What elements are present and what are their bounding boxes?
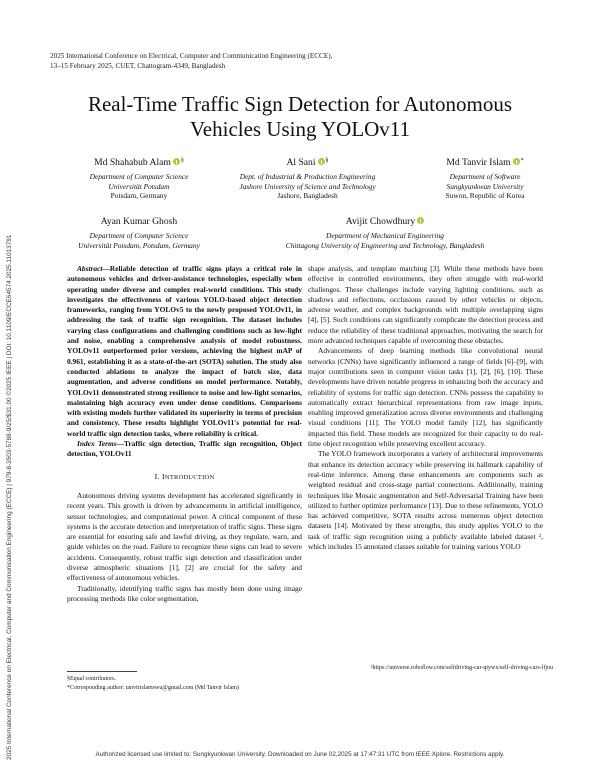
title-line-2: Vehicles Using YOLOv11: [189, 117, 411, 141]
orcid-icon[interactable]: [417, 217, 424, 224]
footnote-equal: §Equal contributors.: [67, 676, 116, 682]
author-block-4: [64, 216, 214, 250]
author-mark: §: [180, 158, 184, 164]
conference-header: [50, 52, 570, 71]
author-loc: Suwon, Republic of Korea: [445, 191, 525, 201]
footnotes: [67, 675, 302, 693]
right-column: [308, 264, 543, 552]
orcid-icon[interactable]: [173, 158, 180, 165]
author-name: Al Sani: [286, 157, 316, 168]
paragraph: shape analysis, and template matching [3]. While these methods have been effective in controlled environments, they often struggle with real-world challenges. These challenges include varying lighting conditions, such as shadows and reflections, occlusions caused by other vehicles or objects, adverse weather, and complex backgrounds with multiple overlapping signs [4], [5]. Such conditions can significantly complicate the detection process and reduce the reliability of these traditional approaches, motivating the search for more advanced techniques capable of overcoming these obstacles.: [308, 264, 543, 346]
author-dept: Dept. of Industrial & Production Engineering: [239, 172, 376, 181]
index-terms-text: —Traffic sign detection, Traffic sign recognition, Object detection, YOLOv11: [67, 439, 302, 459]
orcid-icon[interactable]: [513, 158, 520, 165]
author-dept: Department of Software: [449, 172, 521, 181]
paragraph: Autonomous driving systems development has accelerated significantly in recent years. This growth is driven by advancements in artificial intelligence, sensor technologies, and computational power. A critical component of these systems is the accurate detection and interpretation of traffic signs. These signs are essential for ensuring safe and lawful driving, as they regulate, warn, and guide vehicles on the road. Failure to recognize these signs can lead to severe accidents. Consequently, robust traffic sign detection and classification under diverse atmospheric situations [1], [2] are crucial for the safety and effectiveness of autonomous vehicles.: [67, 490, 302, 583]
author-dept: Department of Computer Science: [89, 231, 189, 240]
orcid-icon[interactable]: [318, 158, 325, 165]
footnote-corresponding: *Corresponding author: tanvirislamswu@gmail.com (Md Tanvir Islam): [67, 685, 239, 691]
index-terms-label: Index Terms: [77, 439, 117, 449]
abstract: [67, 264, 302, 439]
abstract-text: —Reliable detection of traffic signs plays a critical role in autonomous vehicles and driver-assistance technologies, especially when operating under diverse and complex real-world conditions. This study investigates the effectiveness of various YOLO-based object detection frameworks, ranging from YOLOv5 to the newly proposed YOLOv11, in addressing the task of traffic sign recognition. The dataset includes varying class configurations and challenging conditions such as low-light and noise, enabling a comprehensive analysis of model robustness. YOLOv11 outperformed prior versions, achieving the highest mAP of 0.961, establishing it as a state-of-the-art (SOTA) solution. The study also conducted ablations to analyze the impact of batch size, data augmentation, and adverse conditions on model performance. Notably, YOLOv11 demonstrated strong resilience to noise and low-light scenarios, maintaining high accuracy even under dense conditions. Comparisons with existing models further validated its superiority in terms of precision and consistency. These results highlight YOLOv11's potential for real-world traffic sign detection tasks, where reliability is critical.: [67, 264, 302, 438]
title-line-1: Real-Time Traffic Sign Detection for Autonomous: [87, 92, 513, 116]
author-name-row: [420, 155, 550, 169]
paragraph: Advancements of deep learning methods like convolutional neural networks (CNNs) have significantly influenced a range of fields [6]–[9], with major contributions seen in computer vision tasks [1], [2], [6], [10]. These developments have driven notable progress in enhancing both the accuracy and reliability of systems for traffic sign detection. CNNs possess the capability to automatically extract hierarchical representations from raw image inputs, enabling improved generalization across diverse environments and challenging visual conditions [11]. The YOLO model family [12], has significantly impacted this field. These models are recognized for their capacity to do real-time object recognition while preserving excellent accuracy.: [308, 346, 543, 449]
side-doi-text: 2025 International Conference on Electrical, Computer and Communication Engineering (ECCE) | 979-8-3503-5788-9/25/$31.00 ©2025 IEEE | DOI: 10.1109/ECCE64574.2025.11013791: [6, 234, 13, 760]
footnote-dataset-url[interactable]: ²https://universe.roboflow.com/selfdriving-car-qtywx/self-driving-cars-lfjou: [370, 665, 553, 671]
author-mark: *: [520, 158, 524, 164]
author-inst: Sungkyunkwan University: [446, 181, 524, 191]
abstract-label: Abstract: [77, 264, 103, 273]
author-name-row: [220, 155, 395, 169]
conference-line-1: 2025 International Conference on Electrical, Computer and Communication Engineering (ECCE),: [50, 52, 333, 60]
author-block-1: [64, 155, 214, 201]
author-dept: Department of Mechanical Engineering: [325, 231, 444, 240]
author-inst: Chittagong University of Engineering and Technology, Bangladesh: [285, 240, 485, 250]
author-name-row: [64, 155, 214, 169]
index-terms: [67, 439, 302, 460]
paragraph: Traditionally, identifying traffic signs has mostly been done using image processing methods like color segmentation,: [67, 583, 302, 603]
author-dept: Department of Computer Science: [89, 172, 189, 181]
author-inst: Jashore University of Science and Technology: [239, 181, 376, 191]
author-mark: §: [325, 158, 329, 164]
author-name: Md Tanvir Islam: [446, 157, 511, 168]
author-name-row: [225, 216, 545, 228]
author-block-2: [220, 155, 395, 201]
author-name: Avijit Chowdhury: [345, 216, 416, 227]
paper-title: [40, 92, 560, 142]
author-loc: Potsdam, Germany: [110, 191, 168, 201]
author-block-5: [225, 216, 545, 250]
author-block-3: [420, 155, 550, 201]
author-inst: Universität Potsdam, Potsdam, Germany: [78, 240, 200, 250]
left-column: [67, 264, 302, 604]
author-inst: Universität Potsdam: [108, 181, 170, 191]
conference-line-2: 13–15 February 2025, CUET, Chattogram-4349, Bangladesh: [50, 61, 226, 70]
license-line: Authorized licensed use limited to: Sungkyunkwan University. Downloaded on June 02,2025 at 17:47:31 UTC from IEEE Xplore. Restrictions apply.: [95, 751, 505, 758]
author-name-row: [64, 216, 214, 228]
footnote-divider: [67, 671, 137, 672]
author-name: Ayan Kumar Ghosh: [100, 216, 178, 227]
author-loc: Jashore, Bangladesh: [277, 191, 338, 201]
author-name: Md Shahabub Alam: [94, 157, 171, 168]
paragraph: The YOLO framework incorporates a variety of architectural improvements that enhance its detection accuracy while preserving its hallmark capability of real-time inference. Among these enhancements are components such as weighted residual and cross-stage partial connections. Additionally, training techniques like Mosaic augmentation and Self-Adversarial Training have been utilized to further optimize performance [13]. Due to these refinements, YOLO has achieved competitive, SOTA results across numerous object detection datasets [14]. Motivated by these strengths, this study applies YOLO to the task of traffic sign recognition using a publicly available labeled dataset ², which includes 15 annotated classes suitable for training various YOLO: [308, 449, 543, 552]
section-heading: I. INTRODUCTION: [154, 471, 215, 481]
